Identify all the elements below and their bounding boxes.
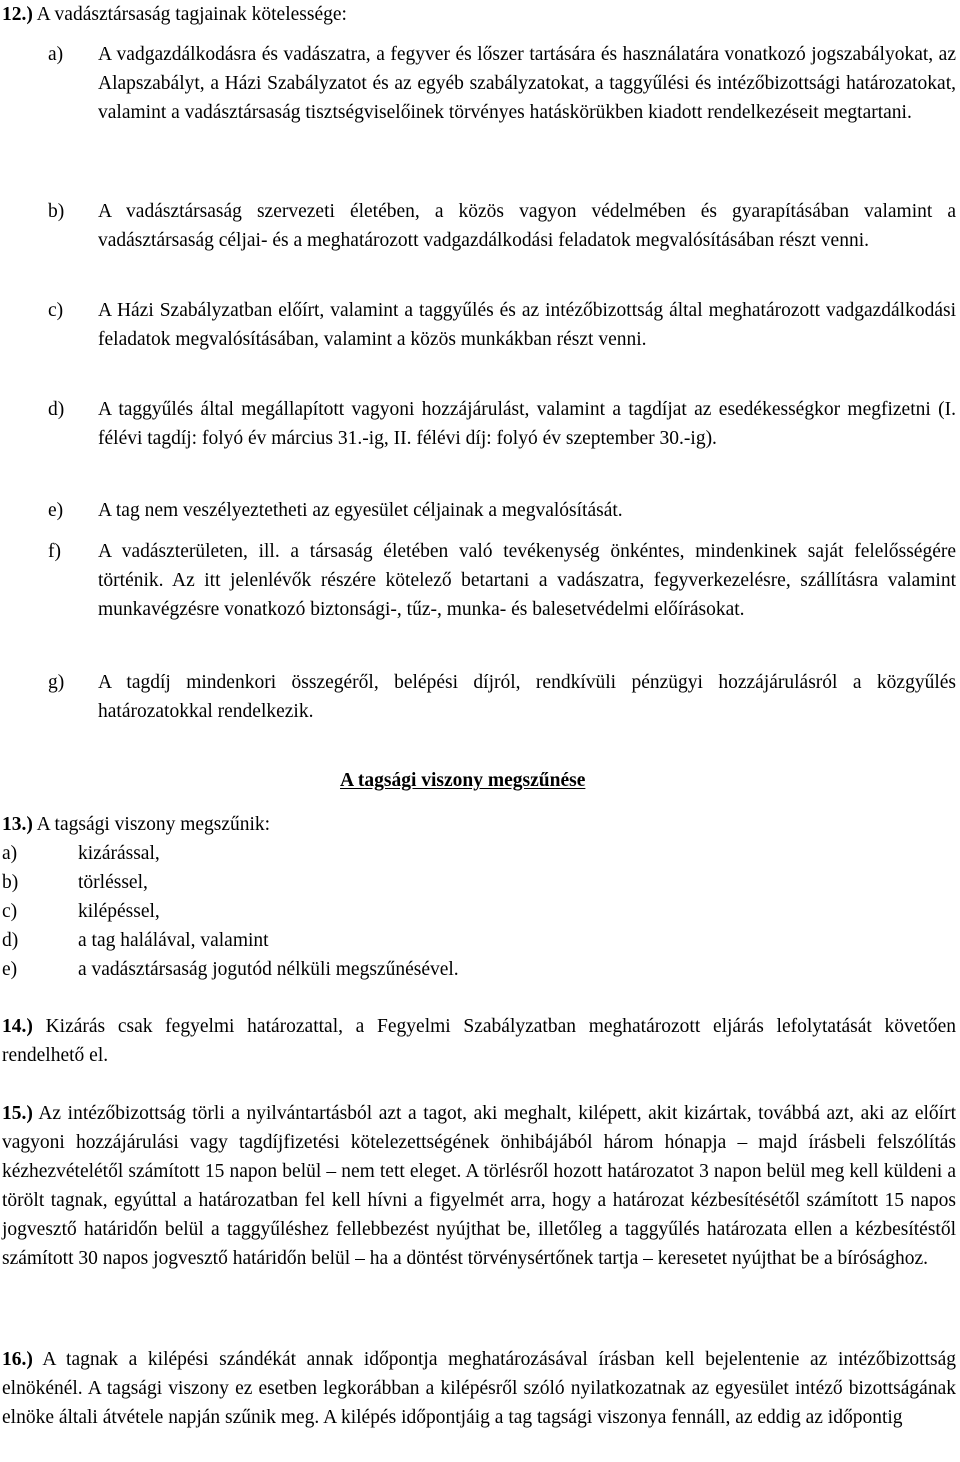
section-number: 15.): [2, 1103, 33, 1124]
section-text: A tagnak a kilépési szándékát annak időpontja meghatározásával írásban kell bejelentenie az intézőbizottság elnökénél. A tagsági viszony ez esetben legkorábban a kilépésről szóló nyilatkozatnak az egyesület intéző bizottságának elnöke általi átvétele napján szűnik meg. A kilépés időpontjáig a tag tagsági viszonya fennáll, az eddig az időpontig: [2, 1349, 956, 1428]
section-13-heading: [2, 810, 270, 839]
list-item: [2, 897, 160, 926]
section-12-heading: [2, 0, 347, 29]
section-title: A tagsági viszony megszűnése: [340, 770, 586, 791]
section-number: 12.): [2, 4, 33, 25]
item-text: A vadászterületen, ill. a társaság életében való tevékenység önkéntes, mindenkinek saját felelősségére történik. Az itt jelenlévők részére kötelező betartani a vadászatra, fegyverkezelésre, szállításra valamint munkavégzésre vonatkozó biztonsági-, tűz-, munka- és balesetvédelmi előírásokat.: [98, 541, 956, 620]
item-text: a tag halálával, valamint: [78, 930, 269, 951]
list-item: [48, 40, 956, 127]
item-label: f): [48, 541, 61, 562]
item-text: kizárással,: [78, 843, 160, 864]
list-item: [48, 496, 956, 525]
section-number: 16.): [2, 1349, 33, 1370]
list-item: [48, 197, 956, 255]
section-text: A tagsági viszony megszűnik:: [32, 814, 271, 835]
section-15: [2, 1099, 956, 1273]
list-item: [2, 839, 160, 868]
list-item: [2, 868, 148, 897]
item-label: a): [48, 44, 64, 65]
list-item: [48, 668, 956, 726]
item-label: e): [48, 500, 64, 521]
list-item: [2, 926, 269, 955]
item-text: A taggyűlés által megállapított vagyoni hozzájárulást, valamint a tagdíjat az esedékességkor megfizetni (I. félévi tagdíj: folyó év március 31.-ig, II. félévi díj: folyó év szeptember 30.-ig).: [98, 399, 956, 449]
item-text: kilépéssel,: [78, 901, 160, 922]
section-paragraph: [2, 1345, 956, 1432]
section-14: [2, 1012, 956, 1070]
list-item: [48, 537, 956, 624]
item-label: b): [2, 872, 19, 893]
item-text: a vadásztársaság jogutód nélküli megszűnésével.: [78, 959, 459, 980]
list-item: [2, 955, 459, 984]
section-text: Kizárás csak fegyelmi határozattal, a Fegyelmi Szabályzatban meghatározott eljárás lefolytatását követően rendelhető el.: [2, 1016, 956, 1066]
section-number: 13.): [2, 814, 33, 835]
item-label: d): [48, 399, 65, 420]
item-label: b): [48, 201, 65, 222]
item-label: c): [2, 901, 18, 922]
item-text: A tag nem veszélyeztetheti az egyesület céljainak a megvalósítását.: [98, 500, 623, 521]
section-paragraph: [2, 1099, 956, 1273]
section-number: 14.): [2, 1016, 33, 1037]
item-label: g): [48, 672, 65, 693]
list-item: [48, 296, 956, 354]
item-text: A tagdíj mindenkori összegéről, belépési díjról, rendkívüli pénzügyi hozzájárulásról a közgyűlés határozatokkal rendelkezik.: [98, 672, 956, 722]
item-label: e): [2, 959, 18, 980]
item-label: c): [48, 300, 64, 321]
item-text: A vadgazdálkodásra és vadászatra, a fegyver és lőszer tartására és használatára vonatkozó jogszabályokat, az Alapszabályt, a Házi Szabályzatot és az egyéb szabályzatokat, a taggyűlési és intézőbizottsági határozatokat, valamint a vadásztársaság tisztségviselőinek törvényes hatáskörükben kiadott rendelkezéseit megtartani.: [98, 44, 956, 123]
section-text: A vadásztársaság tagjainak kötelessége:: [32, 4, 347, 25]
section-text: Az intézőbizottság törli a nyilvántartásból azt a tagot, aki meghalt, kilépett, akit kizártak, továbbá azt, aki az előírt vagyoni hozzájárulási vagy tagdíjfizetési kötelezettségének önhibájából három hónapja – majd írásbeli felszólítás kézhezvételétől számított 15 napon belül – nem tett eleget. A törlésről hozott határozatot 3 napon belül meg kell küldeni a törölt tagnak, egyúttal a határozatban fel kell hívni a figyelmét arra, hogy a határozat kézbesítésétől számított 15 napos jogvesztő határidőn belül a taggyűléshez fellebbezést nyújthat be, illetőleg a taggyűlés határozata ellen a kézbesítéstől számított 30 napos jogvesztő határidőn belül – ha a döntést törvénysértőnek tartja – keresetet nyújthat be a bírósághoz.: [2, 1103, 956, 1269]
section-paragraph: [2, 1012, 956, 1070]
item-label: d): [2, 930, 19, 951]
item-text: törléssel,: [78, 872, 148, 893]
item-text: A Házi Szabályzatban előírt, valamint a taggyűlés és az intézőbizottság által meghatározott vadgazdálkodási feladatok megvalósításában, valamint a közös munkákban részt venni.: [98, 300, 956, 350]
list-item: [48, 395, 956, 453]
section-16: [2, 1345, 956, 1432]
item-text: A vadásztársaság szervezeti életében, a közös vagyon védelmében és gyarapításában valamint a vadásztársaság céljai- és a meghatározott vadgazdálkodási feladatok megvalósításában részt venni.: [98, 201, 956, 251]
item-label: a): [2, 843, 18, 864]
